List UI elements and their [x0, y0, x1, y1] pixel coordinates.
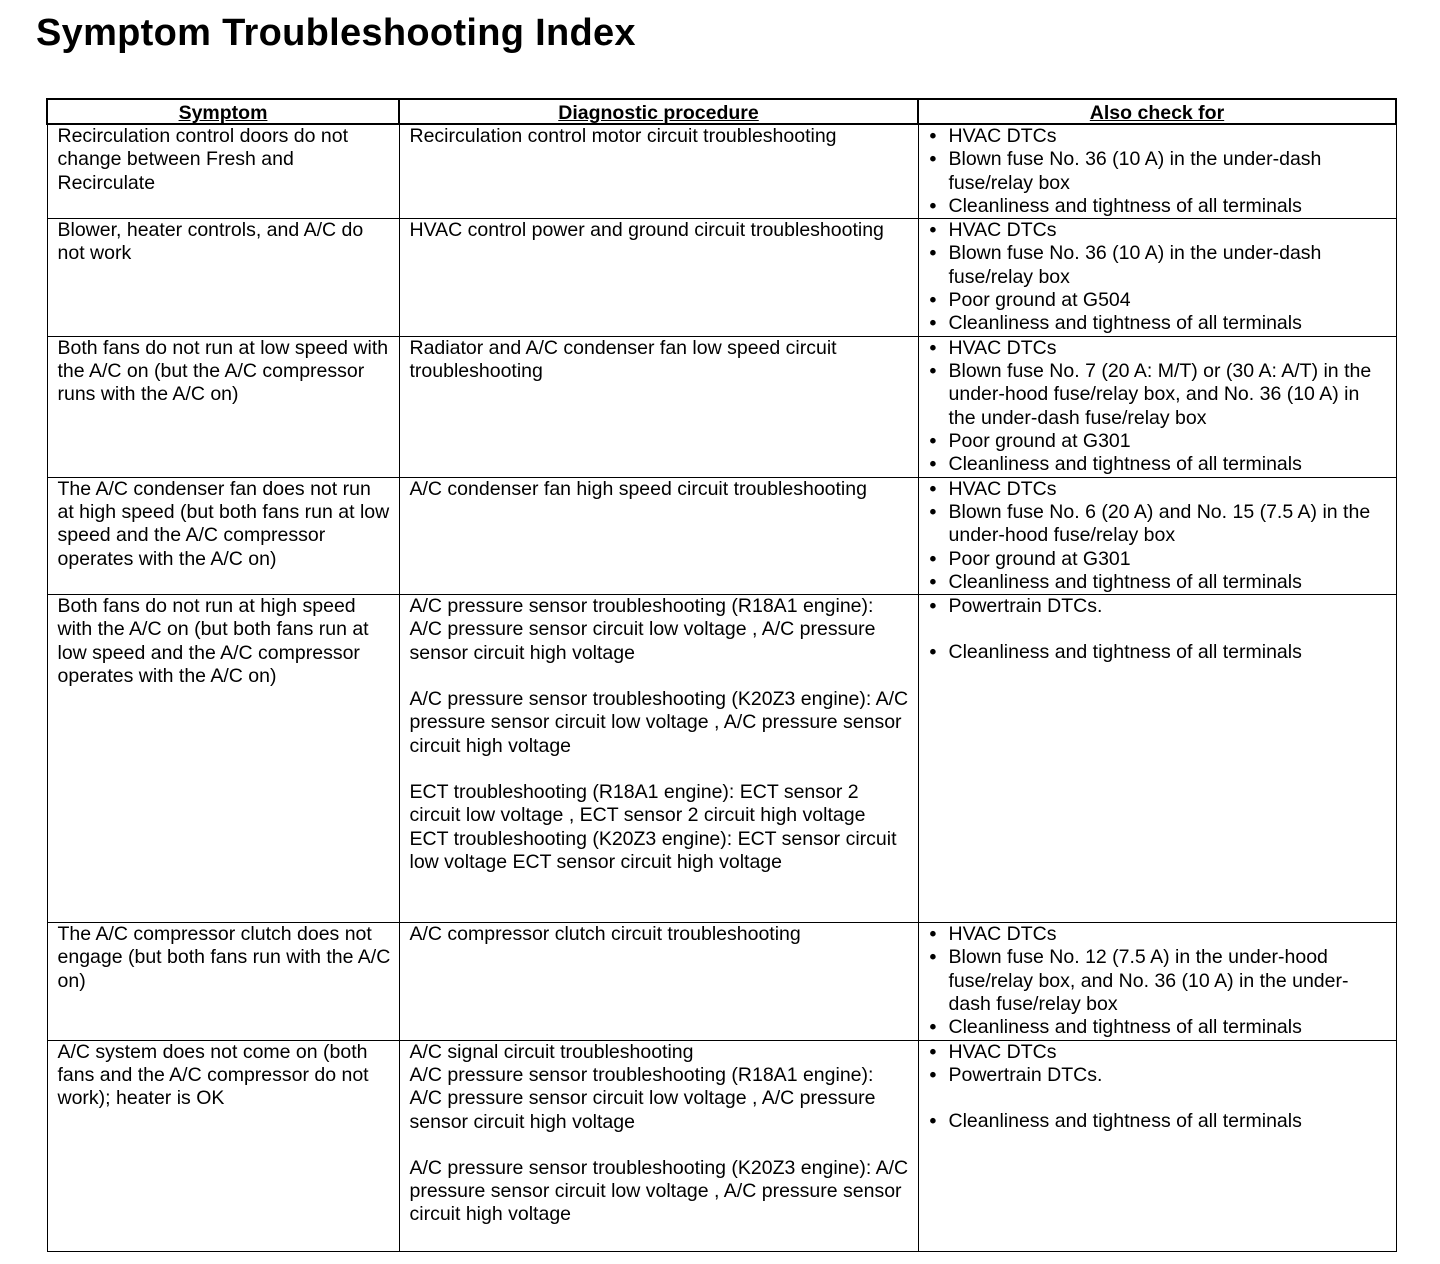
symptom-text: Both fans do not run at low speed with the A/C on (but the A/C compressor runs with the A/C on)	[57, 336, 389, 406]
symptom-text: The A/C condenser fan does not run at high speed (but both fans run at low speed and the A/C compressor operates with the A/C on)	[57, 477, 390, 570]
bullet-icon: •	[929, 500, 937, 523]
procedure-text: A/C compressor clutch circuit troubleshooting	[409, 923, 801, 946]
page-title: Symptom Troubleshooting Index	[36, 12, 636, 54]
table-row	[47, 1040, 1396, 1251]
check-list	[929, 595, 1388, 665]
check-item: • Blown fuse No. 7 (20 A: M/T) or (30 A: A/T) in the under-hood fuse/relay box, and No. 36 (10 A) in the under-dash fuse/relay box	[929, 359, 1372, 429]
check-item: • HVAC DTCs	[929, 219, 1057, 242]
check-item: • Cleanliness and tightness of all terminals	[929, 312, 1302, 335]
bullet-icon: •	[929, 1016, 937, 1039]
bullet-icon: •	[929, 312, 937, 335]
symptom-text: A/C system does not come on (both fans and the A/C compressor do not work); heater is OK	[57, 1040, 369, 1110]
check-item: • Powertrain DTCs.	[929, 1063, 1103, 1086]
procedure-text: Radiator and A/C condenser fan low speed circuit troubleshooting	[409, 336, 837, 382]
procedure-text: ECT troubleshooting (R18A1 engine): ECT sensor 2 circuit low voltage , ECT sensor 2 circuit high voltage	[409, 780, 866, 827]
procedure-text: A/C pressure sensor troubleshooting (R18A1 engine): A/C pressure sensor circuit low voltage , A/C pressure sensor circuit high voltage	[409, 595, 876, 664]
procedure-text: A/C condenser fan high speed circuit troubleshooting	[409, 477, 867, 500]
bullet-icon: •	[929, 125, 937, 147]
check-item: • Cleanliness and tightness of all terminals	[929, 1110, 1302, 1133]
also-check-cell	[918, 219, 1396, 336]
symptom-text: Blower, heater controls, and A/C do not work	[57, 219, 364, 265]
symptom-cell	[47, 477, 399, 594]
bullet-icon: •	[929, 641, 937, 664]
also-check-cell	[918, 923, 1396, 1040]
check-item: • Poor ground at G301	[929, 547, 1131, 570]
header-diagnostic-procedure: Diagnostic procedure	[399, 99, 918, 124]
check-list	[929, 337, 1388, 477]
check-item: • Poor ground at G301	[929, 429, 1131, 452]
symptom-cell	[47, 219, 399, 336]
also-check-cell	[918, 336, 1396, 477]
bullet-icon: •	[929, 1063, 937, 1086]
table-header-row	[47, 99, 1396, 124]
procedure-text: A/C pressure sensor troubleshooting (R18A1 engine): A/C pressure sensor circuit low voltage , A/C pressure sensor circuit high voltage	[409, 1063, 876, 1133]
check-item: • HVAC DTCs	[929, 1040, 1057, 1063]
procedure-cell	[399, 923, 918, 1040]
bullet-icon: •	[929, 359, 937, 382]
table-row	[47, 124, 1396, 219]
check-item: • Blown fuse No. 36 (10 A) in the under-dash fuse/relay box	[929, 148, 1322, 194]
table-row	[47, 336, 1396, 477]
also-check-cell	[918, 477, 1396, 594]
procedure-text: ECT troubleshooting (K20Z3 engine): ECT sensor circuit low voltage ECT sensor circuit high voltage	[409, 827, 897, 873]
procedure-cell	[399, 219, 918, 336]
header-symptom: Symptom	[47, 99, 399, 124]
table-row	[47, 923, 1396, 1040]
check-item: • Blown fuse No. 12 (7.5 A) in the under-hood fuse/relay box, and No. 36 (10 A) in the under-dash fuse/relay box	[929, 946, 1349, 1016]
check-list	[929, 923, 1388, 1039]
check-item: • Poor ground at G504	[929, 289, 1131, 312]
check-item: • Blown fuse No. 36 (10 A) in the under-dash fuse/relay box	[929, 242, 1322, 288]
check-item: • Blown fuse No. 6 (20 A) and No. 15 (7.5 A) in the under-hood fuse/relay box	[929, 500, 1371, 547]
symptom-text: The A/C compressor clutch does not engage (but both fans run with the A/C on)	[57, 923, 391, 992]
check-item: • Cleanliness and tightness of all terminals	[929, 453, 1302, 476]
symptom-cell	[47, 1040, 399, 1251]
procedure-cell	[399, 595, 918, 923]
table-row	[47, 219, 1396, 336]
bullet-icon: •	[929, 242, 937, 265]
symptom-cell	[47, 336, 399, 477]
symptom-text: Both fans do not run at high speed with the A/C on (but both fans run at low speed and the A/C compressor operates with the A/C on)	[57, 595, 369, 688]
procedure-text: HVAC control power and ground circuit troubleshooting	[409, 219, 884, 242]
bullet-icon: •	[929, 336, 937, 359]
check-item: • Powertrain DTCs.	[929, 595, 1103, 618]
bullet-icon: •	[929, 429, 937, 452]
check-item: • HVAC DTCs	[929, 125, 1057, 147]
symptom-cell	[47, 595, 399, 923]
procedure-cell	[399, 1040, 918, 1251]
table-row	[47, 477, 1396, 594]
procedure-cell	[399, 477, 918, 594]
procedure-cell	[399, 124, 918, 219]
check-item: • Cleanliness and tightness of all terminals	[929, 1016, 1302, 1039]
bullet-icon: •	[929, 946, 937, 969]
procedure-text: A/C pressure sensor troubleshooting (K20Z3 engine): A/C pressure sensor circuit low voltage , A/C pressure sensor circuit high voltage	[409, 1156, 909, 1226]
also-check-cell	[918, 124, 1396, 219]
check-item: • Cleanliness and tightness of all terminals	[929, 570, 1302, 593]
check-item: • Cleanliness and tightness of all terminals	[929, 641, 1302, 664]
bullet-icon: •	[929, 595, 937, 618]
also-check-cell	[918, 595, 1396, 923]
bullet-icon: •	[929, 1040, 937, 1063]
also-check-cell	[918, 1040, 1396, 1251]
bullet-icon: •	[929, 289, 937, 312]
header-also-check-for: Also check for	[918, 99, 1396, 124]
bullet-icon: •	[929, 219, 937, 242]
symptom-cell	[47, 124, 399, 219]
bullet-icon: •	[929, 570, 937, 593]
check-item: • HVAC DTCs	[929, 336, 1057, 359]
bullet-icon: •	[929, 148, 937, 171]
check-item: • Cleanliness and tightness of all terminals	[929, 194, 1302, 217]
symptom-cell	[47, 923, 399, 1040]
procedure-text: A/C signal circuit troubleshooting	[409, 1040, 694, 1063]
bullet-icon: •	[929, 477, 937, 500]
bullet-icon: •	[929, 547, 937, 570]
symptom-index-table	[46, 98, 1397, 1252]
check-list	[929, 478, 1388, 594]
procedure-text: A/C pressure sensor troubleshooting (K20Z3 engine): A/C pressure sensor circuit low voltage , A/C pressure sensor circuit high voltage	[409, 688, 909, 757]
bullet-icon: •	[929, 1110, 937, 1133]
check-list	[929, 219, 1388, 335]
bullet-icon: •	[929, 194, 937, 217]
check-item: • HVAC DTCs	[929, 477, 1057, 500]
procedure-text: Recirculation control motor circuit troubleshooting	[409, 125, 837, 147]
bullet-icon: •	[929, 453, 937, 476]
check-list	[929, 125, 1388, 218]
symptom-text: Recirculation control doors do not change between Fresh and Recirculate	[57, 125, 348, 194]
procedure-cell	[399, 336, 918, 477]
table-row	[47, 595, 1396, 923]
check-item: • HVAC DTCs	[929, 923, 1057, 946]
check-list	[929, 1041, 1388, 1134]
bullet-icon: •	[929, 923, 937, 946]
